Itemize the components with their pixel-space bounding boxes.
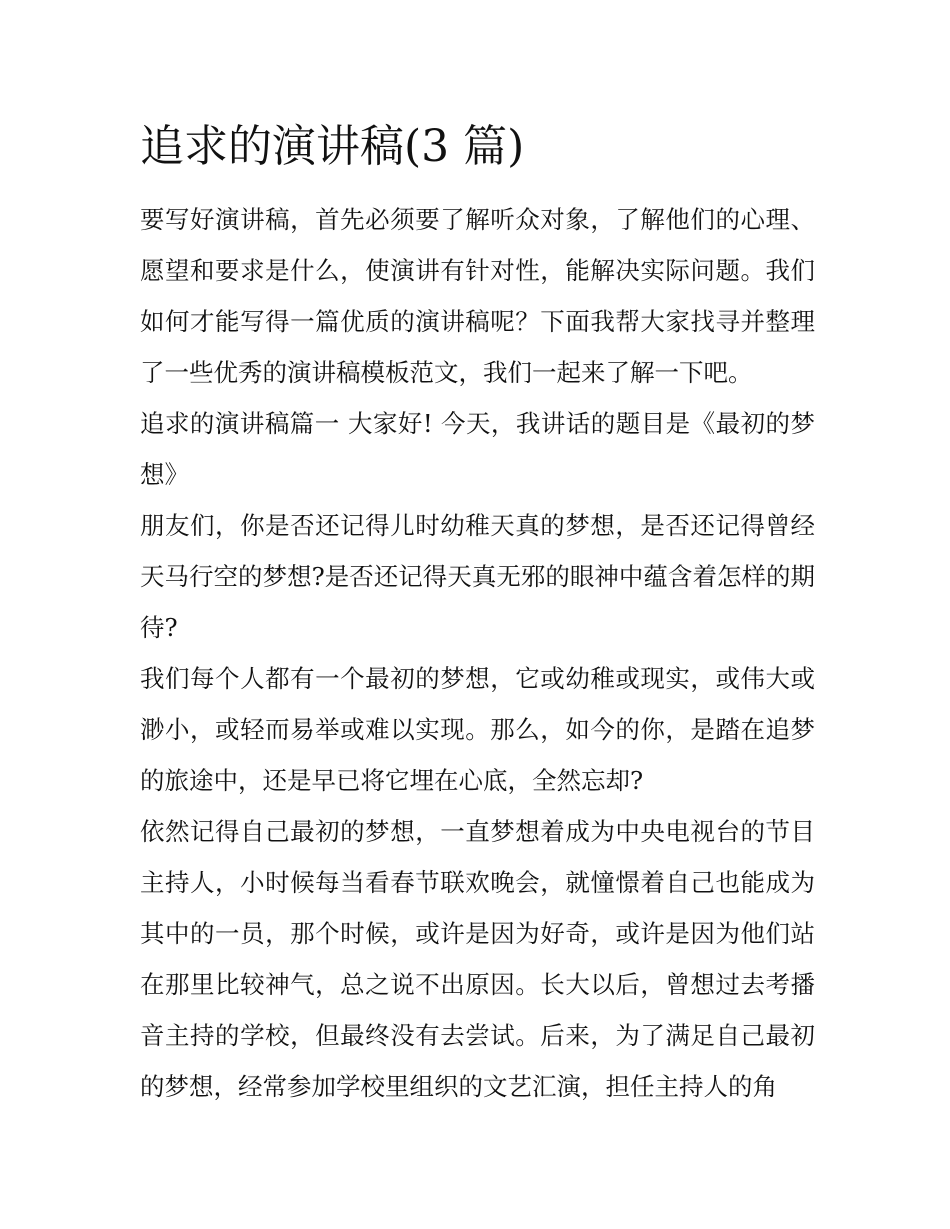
paragraph-everyone-dream: 我们每个人都有一个最初的梦想，它或幼稚或现实，或伟大或渺小，或轻而易举或难以实现。那么，如今的你，是踏在追梦的旅途中，还是早已将它埋在心底，全然忘却? — [140, 664, 815, 795]
paragraph-intro: 要写好演讲稿，首先必须要了解听众对象，了解他们的心理、愿望和要求是什么，使演讲有针对性，能解决实际问题。我们如何才能写得一篇优质的演讲稿呢？下面我帮大家找寻并整理了一些优秀的演讲稿模板范文，我们一起来了解一下吧。 — [140, 205, 815, 387]
document-title: 追求的演讲稿(3 篇) — [140, 121, 525, 172]
document-body — [140, 118, 815, 1112]
paragraph-childhood-dreams: 朋友们，你是否还记得儿时幼稚天真的梦想，是否还记得曾经天马行空的梦想?是否还记得天真无邪的眼神中蕴含着怎样的期待? — [140, 511, 815, 642]
paragraph-speech-opening: 追求的演讲稿篇一 大家好! 今天，我讲话的题目是《最初的梦想》 — [140, 409, 815, 489]
paragraph-host-dream: 依然记得自己最初的梦想，一直梦想着成为中央电视台的节目主持人，小时候每当看春节联欢晚会，就憧憬着自己也能成为其中的一员，那个时候，或许是因为好奇，或许是因为他们站在那里比较神气，总之说不出原因。长大以后，曾想过去考播音主持的学校，但最终没有去尝试。后来，为了满足自己最初的梦想，经常参加学校里组织的文艺汇演，担任主持人的角 — [140, 817, 815, 1101]
